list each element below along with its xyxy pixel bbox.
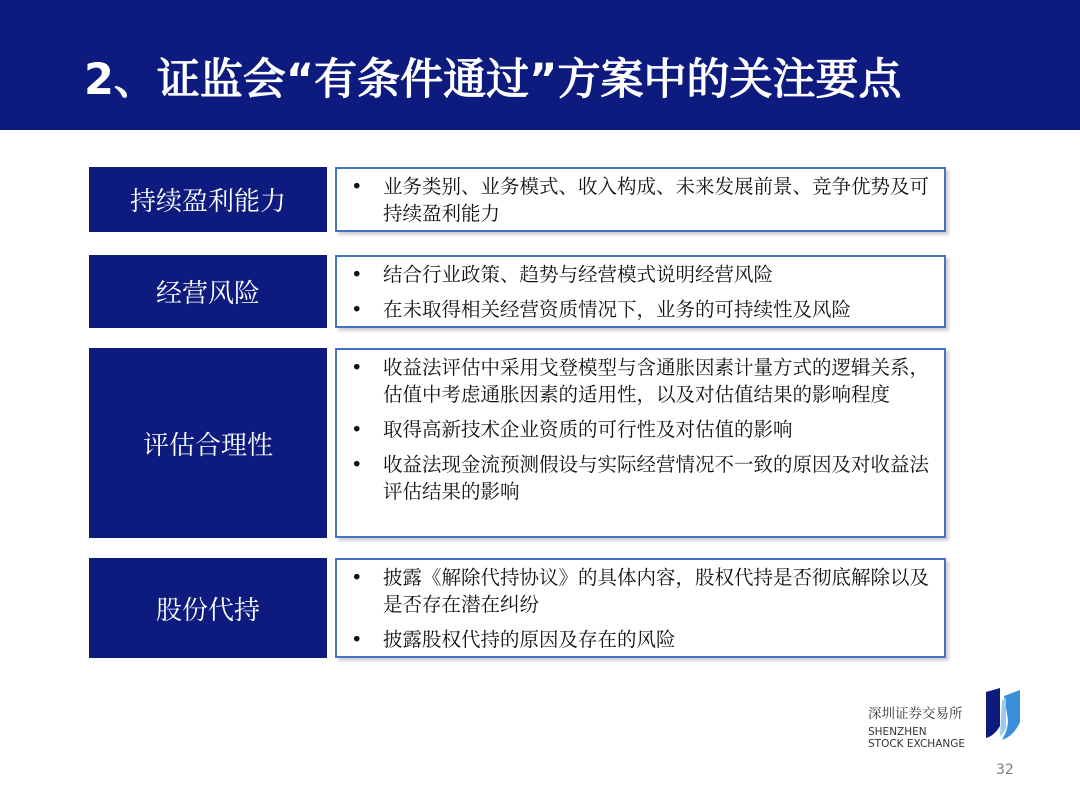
szse-logo-icon — [982, 686, 1024, 742]
slide-title: 2、证监会“有条件通过”方案中的关注要点 — [84, 55, 902, 105]
bullet-icon: • — [351, 298, 363, 321]
title-bar — [0, 0, 1080, 130]
bullet-text: 取得高新技术企业资质的可行性及对估值的影响 — [383, 418, 793, 441]
szse-logo — [860, 686, 1030, 756]
section-label-valuation-reasonableness: 评估合理性 — [89, 348, 327, 538]
bullet-text: 披露《解除代持协议》的具体内容，股权代持是否彻底解除以及是否存在潜在纠纷 — [383, 566, 930, 616]
bullet-icon: • — [351, 263, 363, 286]
section-label-operating-risk: 经营风险 — [89, 255, 327, 328]
bullet-text: 在未取得相关经营资质情况下，业务的可持续性及风险 — [383, 298, 852, 321]
section-content-operating-risk — [335, 255, 946, 328]
section-content-valuation-reasonableness — [335, 348, 946, 538]
bullet-text: 业务类别、业务模式、收入构成、未来发展前景、竞争优势及可持续盈利能力 — [383, 175, 930, 225]
logo-name-en-line1: SHENZHEN — [868, 726, 927, 738]
bullet-item — [345, 296, 934, 323]
bullet-item — [345, 564, 934, 618]
section-label-share-nominee: 股份代持 — [89, 558, 327, 658]
bullet-text: 披露股权代持的原因及存在的风险 — [383, 628, 676, 651]
bullet-icon: • — [351, 453, 363, 476]
bullet-text: 收益法现金流预测假设与实际经营情况不一致的原因及对收益法评估结果的影响 — [383, 453, 930, 503]
section-content-sustained-profitability — [335, 167, 946, 232]
logo-name-en — [868, 726, 965, 750]
bullet-icon: • — [351, 356, 363, 379]
bullet-text: 结合行业政策、趋势与经营模式说明经营风险 — [383, 263, 774, 286]
bullet-text: 收益法评估中采用戈登模型与含通胀因素计量方式的逻辑关系，估值中考虑通胀因素的适用性，以及对估值结果的影响程度 — [383, 356, 930, 406]
bullet-icon: • — [351, 175, 363, 198]
bullet-item — [345, 354, 934, 408]
page-number: 32 — [996, 762, 1014, 778]
section-content-share-nominee — [335, 558, 946, 658]
bullet-item — [345, 416, 934, 443]
bullet-item — [345, 626, 934, 653]
bullet-item — [345, 173, 934, 227]
bullet-icon: • — [351, 628, 363, 651]
logo-name-en-line2: STOCK EXCHANGE — [868, 738, 965, 750]
bullet-item — [345, 261, 934, 288]
bullet-icon: • — [351, 418, 363, 441]
section-label-sustained-profitability: 持续盈利能力 — [89, 167, 327, 232]
logo-name-cn: 深圳证券交易所 — [868, 706, 963, 722]
bullet-icon: • — [351, 566, 363, 589]
bullet-item — [345, 451, 934, 505]
